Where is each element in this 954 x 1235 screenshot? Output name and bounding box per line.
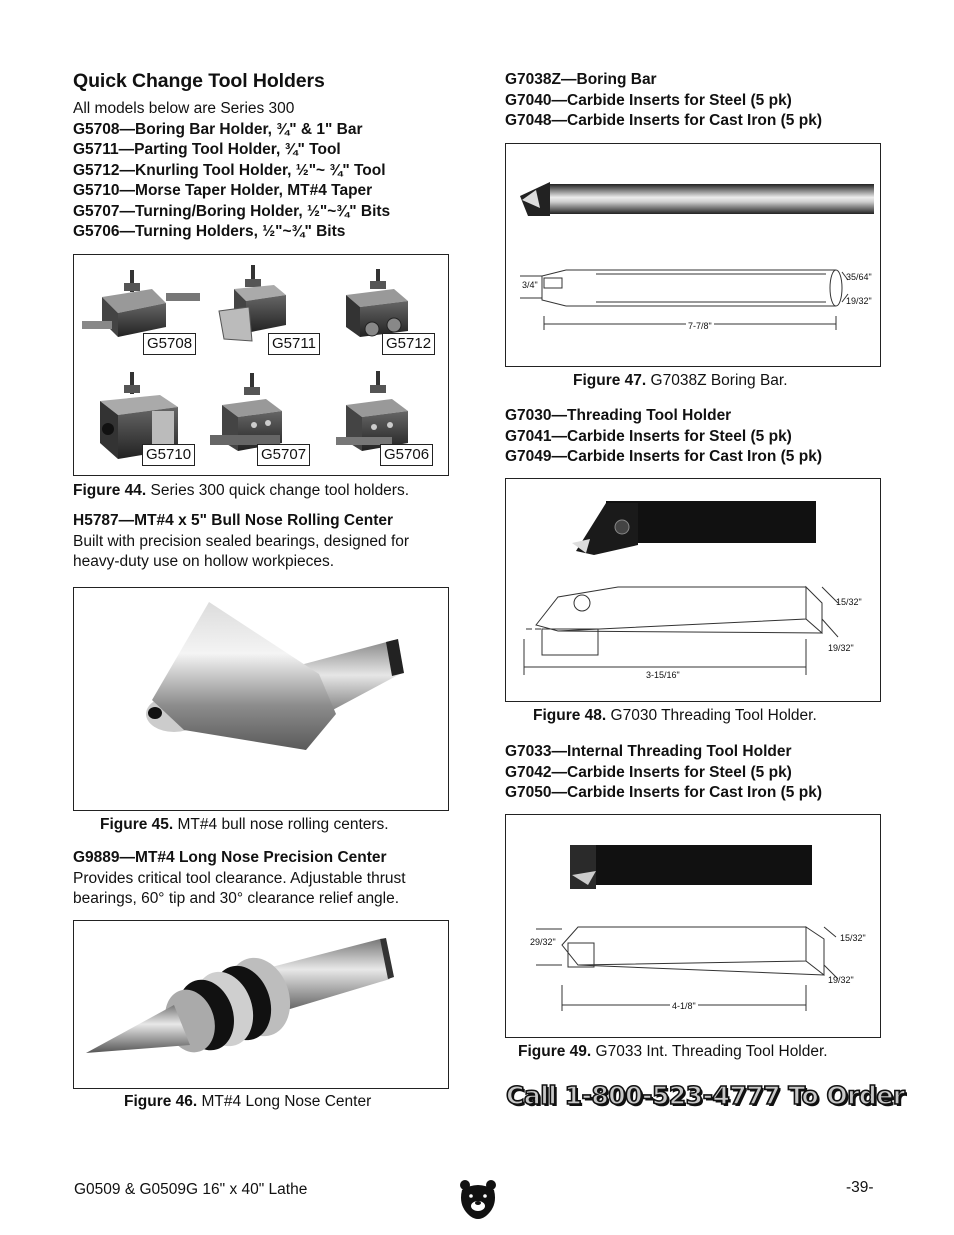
- threading-tool-holder-illustration: [506, 479, 881, 702]
- caption-text: G7030 Threading Tool Holder.: [606, 707, 817, 724]
- dim-length: 4-1/8": [672, 1001, 696, 1011]
- caption-text: Series 300 quick change tool holders.: [146, 482, 410, 499]
- figure-46-caption: [124, 1092, 371, 1112]
- g9889-body-line2: bearings, 60° tip and 30° clearance relief angle.: [73, 890, 400, 907]
- item-g5711: G5711—Parting Tool Holder, ¾" Tool: [73, 141, 341, 158]
- h5787-body-line2: heavy-duty use on hollow workpieces.: [73, 553, 335, 570]
- footer-manual-title: G0509 & G0509G 16" x 40" Lathe: [74, 1181, 308, 1198]
- dim-29-32: 29/32": [530, 937, 556, 947]
- grizzly-bear-logo-icon: [458, 1178, 498, 1220]
- figure-45-caption: [100, 815, 389, 835]
- call-to-order-banner: Call 1-800-523-4777 To Order: [506, 1081, 905, 1110]
- item-g5706: G5706—Turning Holders, ½"~¾" Bits: [73, 223, 346, 240]
- caption-text: MT#4 Long Nose Center: [197, 1093, 372, 1110]
- dim-15-32: 15/32": [840, 933, 866, 943]
- dim-35-64: 35/64": [846, 272, 872, 282]
- item-g7049: G7049—Carbide Inserts for Cast Iron (5 pk): [505, 448, 822, 465]
- h5787-block: [73, 511, 453, 573]
- dim-19-32: 19/32": [846, 296, 872, 306]
- figure-45-bull-nose-center: [73, 587, 449, 811]
- item-g7040: G7040—Carbide Inserts for Steel (5 pk): [505, 91, 792, 109]
- dim-15-32: 15/32": [836, 597, 862, 607]
- caption-number: Figure 45.: [100, 816, 174, 833]
- g9889-body-line1: Provides critical tool clearance. Adjustable thrust: [73, 869, 406, 887]
- dim-3-4: 3/4": [522, 280, 538, 290]
- figure-46-long-nose-center: [73, 920, 449, 1089]
- left-column: [73, 68, 451, 243]
- dim-length: 7-7/8": [688, 321, 712, 331]
- label-g5706: G5706: [380, 444, 433, 466]
- g9889-block: [73, 848, 453, 910]
- page-number: -39-: [846, 1179, 874, 1196]
- series-intro: All models below are Series 300: [73, 100, 295, 117]
- h5787-body-line1: Built with precision sealed bearings, designed for: [73, 532, 410, 550]
- caption-text: MT#4 bull nose rolling centers.: [173, 816, 389, 833]
- label-g5708: G5708: [143, 333, 196, 355]
- g5711-holder-image: [219, 265, 286, 341]
- label-g5711: G5711: [268, 333, 320, 355]
- item-g5712: G5712—Knurling Tool Holder, ½"~ ¾" Tool: [73, 161, 386, 179]
- g5706-holder-image: [336, 371, 408, 451]
- figure-44-caption: [73, 481, 409, 501]
- label-g5707: G5707: [257, 444, 310, 466]
- long-nose-center-illustration: [74, 921, 449, 1089]
- figure-44-tool-holders: [73, 254, 449, 476]
- dim-19-32: 19/32": [828, 643, 854, 653]
- caption-number: Figure 49.: [518, 1043, 592, 1060]
- caption-number: Figure 47.: [573, 372, 647, 389]
- h5787-heading: H5787—MT#4 x 5" Bull Nose Rolling Center: [73, 512, 394, 529]
- item-g5708: G5708—Boring Bar Holder, ¾" & 1" Bar: [73, 120, 363, 138]
- item-g7030: G7030—Threading Tool Holder: [505, 407, 732, 424]
- figure-48-caption: [533, 706, 817, 726]
- g5712-holder-image: [346, 269, 408, 337]
- caption-text: G7033 Int. Threading Tool Holder.: [591, 1043, 828, 1060]
- tool-holders-illustration: [74, 255, 449, 476]
- caption-number: Figure 44.: [73, 482, 147, 499]
- g5707-holder-image: [210, 373, 282, 451]
- right-column: [505, 70, 883, 132]
- item-g7033: G7033—Internal Threading Tool Holder: [505, 743, 792, 760]
- bull-nose-center-illustration: [74, 588, 449, 811]
- item-g7038z: G7038Z—Boring Bar: [505, 71, 657, 88]
- label-g5710: G5710: [142, 444, 195, 466]
- item-g5710: G5710—Morse Taper Holder, MT#4 Taper: [73, 182, 373, 199]
- item-g7050: G7050—Carbide Inserts for Cast Iron (5 pk): [505, 784, 822, 801]
- caption-number: Figure 46.: [124, 1093, 198, 1110]
- threading-holder-items: [505, 406, 822, 468]
- g5708-holder-image: [82, 270, 200, 337]
- dim-length: 3-15/16": [646, 670, 680, 680]
- dim-19-32: 19/32": [828, 975, 854, 985]
- caption-text: G7038Z Boring Bar.: [646, 372, 788, 389]
- item-g7048: G7048—Carbide Inserts for Cast Iron (5 pk): [505, 112, 822, 129]
- item-g7041: G7041—Carbide Inserts for Steel (5 pk): [505, 427, 792, 445]
- g9889-heading: G9889—MT#4 Long Nose Precision Center: [73, 849, 387, 866]
- figure-49-caption: [518, 1042, 828, 1062]
- item-g7042: G7042—Carbide Inserts for Steel (5 pk): [505, 763, 792, 781]
- boring-bar-illustration: [506, 144, 881, 367]
- figure-48-threading-tool-holder: [505, 478, 881, 702]
- figure-47-boring-bar: [505, 143, 881, 367]
- section-title: Quick Change Tool Holders: [73, 70, 325, 92]
- label-g5712: G5712: [382, 333, 435, 355]
- figure-49-internal-threading-holder: [505, 814, 881, 1038]
- figure-47-caption: [573, 371, 788, 391]
- item-g5707: G5707—Turning/Boring Holder, ½"~¾" Bits: [73, 202, 391, 220]
- caption-number: Figure 48.: [533, 707, 607, 724]
- internal-threading-items: [505, 742, 822, 804]
